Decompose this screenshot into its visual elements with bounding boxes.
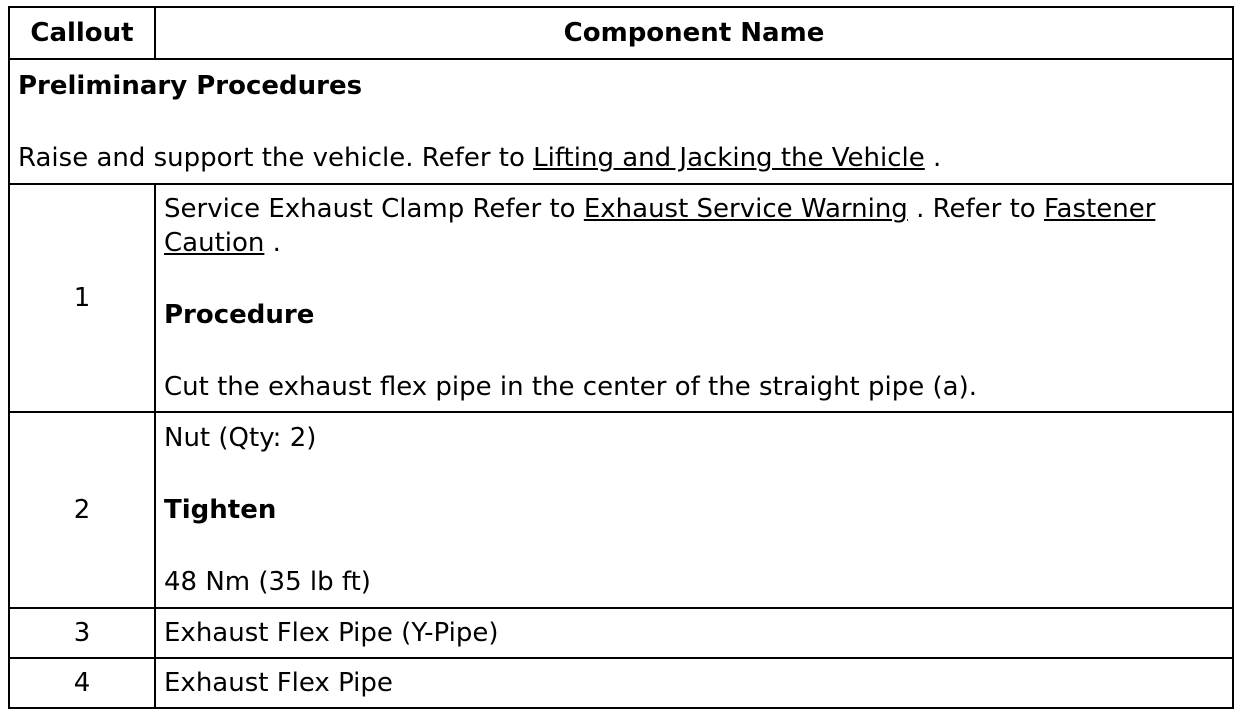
table-row <box>9 184 1233 412</box>
preliminary-text-after: . <box>924 142 942 173</box>
component-cell: Exhaust Flex Pipe <box>155 658 1233 708</box>
step-text: Cut the exhaust flex pipe in the center of the straight pipe (a). <box>164 372 977 402</box>
preliminary-row <box>9 59 1233 184</box>
table-row <box>9 608 1233 658</box>
component-name-header: Component Name <box>155 7 1233 59</box>
callout-cell: 4 <box>9 658 155 708</box>
preliminary-cell <box>9 59 1233 184</box>
table-row <box>9 412 1233 608</box>
component-name-after: . <box>264 228 281 258</box>
component-name-mid: . Refer to <box>907 194 1044 224</box>
component-name: Nut (Qty: 2) <box>164 423 317 453</box>
component-cell: Exhaust Flex Pipe (Y-Pipe) <box>155 608 1233 658</box>
component-table <box>8 6 1234 709</box>
preliminary-text-before: Raise and support the vehicle. Refer to <box>18 142 534 173</box>
fastener-caution-link[interactable]: Fastener Caution <box>164 194 1156 258</box>
component-cell <box>155 412 1233 608</box>
exhaust-service-warning-link[interactable]: Exhaust Service Warning <box>583 194 908 224</box>
preliminary-title: Preliminary Procedures <box>18 70 363 101</box>
component-cell <box>155 184 1233 412</box>
component-name-text: Service Exhaust Clamp Refer to <box>164 194 584 224</box>
step-title: Tighten <box>164 495 277 525</box>
callout-cell: 2 <box>9 412 155 608</box>
lifting-jacking-link[interactable]: Lifting and Jacking the Vehicle <box>533 142 925 173</box>
preliminary-text <box>18 141 1224 175</box>
step-text: 48 Nm (35 lb ft) <box>164 567 371 597</box>
table-row <box>9 658 1233 708</box>
callout-header: Callout <box>9 7 155 59</box>
step-title: Procedure <box>164 300 315 330</box>
callout-cell: 1 <box>9 184 155 412</box>
callout-cell: 3 <box>9 608 155 658</box>
table-header-row <box>9 7 1233 59</box>
component-name <box>164 192 1224 260</box>
